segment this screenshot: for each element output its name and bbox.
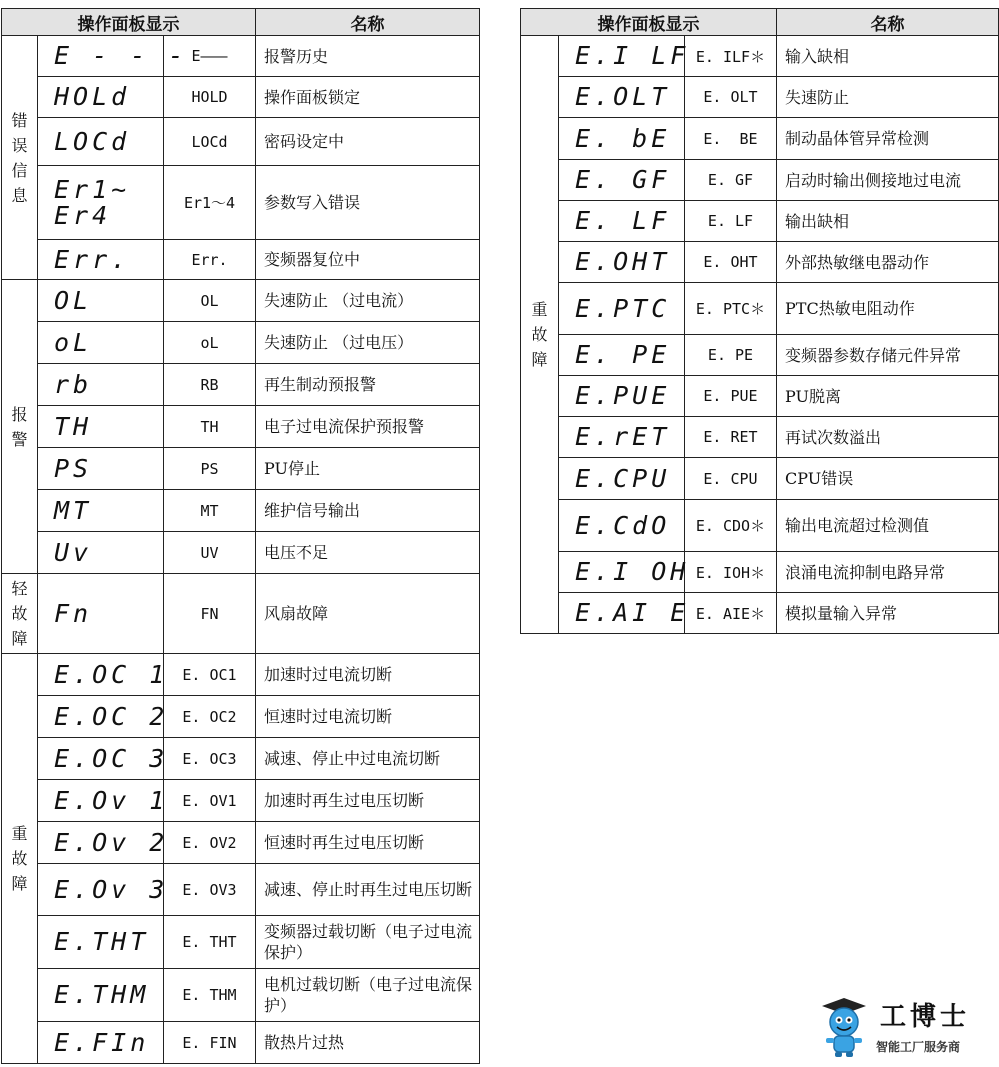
fault-name: 密码设定中 (256, 118, 480, 166)
table-row (2, 364, 480, 406)
group-label-char: 重 (11, 824, 28, 843)
led-display: E.OC 1 (38, 654, 164, 696)
header-display: 操作面板显示 (521, 9, 777, 36)
display-code: UV (164, 532, 256, 574)
led-display: PS (38, 448, 164, 490)
led-display: OL (38, 280, 164, 322)
led-display: E.OC 2 (38, 696, 164, 738)
group-label-char: 信 (11, 160, 28, 180)
group-label-char: 故 (11, 604, 28, 623)
group-label-char: 报 (11, 404, 28, 424)
fault-name: 加速时再生过电压切断 (256, 780, 480, 822)
display-code: E——— (164, 36, 256, 77)
table-row (2, 280, 480, 322)
table-row (2, 969, 480, 1022)
led-display: Uv (38, 532, 164, 574)
display-code: oL (164, 322, 256, 364)
table-row (2, 322, 480, 364)
display-code: E. OHT (685, 242, 777, 283)
group-label (521, 36, 559, 634)
led-display: E.I LF (559, 36, 685, 77)
table-row (521, 160, 999, 201)
display-code: E. PUE (685, 376, 777, 417)
display-code: HOLD (164, 77, 256, 118)
fault-name: 输出电流超过检测值 (777, 500, 999, 552)
display-code: E. LF (685, 201, 777, 242)
led-display: E. PE (559, 335, 685, 376)
fault-name: 变频器复位中 (256, 240, 480, 280)
fault-name: 操作面板锁定 (256, 77, 480, 118)
display-code: OL (164, 280, 256, 322)
fault-name: PU停止 (256, 448, 480, 490)
led-display: Er1~ Er4 (38, 166, 164, 240)
table-row (521, 593, 999, 634)
led-display: E.Ov 2 (38, 822, 164, 864)
display-code: E. AIE＊ (685, 593, 777, 634)
fault-name: 减速、停止中过电流切断 (256, 738, 480, 780)
table-row (2, 36, 480, 77)
led-display: E. GF (559, 160, 685, 201)
group-label-char: 警 (11, 429, 28, 449)
table-row (2, 532, 480, 574)
group-label-char: 障 (11, 629, 28, 648)
led-display: E.THM (38, 969, 164, 1022)
display-code: E. CDO＊ (685, 500, 777, 552)
fault-name: 失速防止 (777, 77, 999, 118)
led-display: E - - - (38, 36, 164, 77)
group-label (2, 654, 38, 1064)
group-label-char: 故 (531, 325, 548, 344)
led-display: rb (38, 364, 164, 406)
led-display: E.Ov 1 (38, 780, 164, 822)
fault-name: 变频器参数存储元件异常 (777, 335, 999, 376)
table-row (521, 118, 999, 160)
display-code: PS (164, 448, 256, 490)
table-row (521, 552, 999, 593)
fault-name: CPU错误 (777, 458, 999, 500)
fault-name: 浪涌电流抑制电路异常 (777, 552, 999, 593)
led-display: HOLd (38, 77, 164, 118)
fault-name: 输入缺相 (777, 36, 999, 77)
fault-name: 启动时输出侧接地过电流 (777, 160, 999, 201)
led-display: E.CdO (559, 500, 685, 552)
display-code: Er1～4 (164, 166, 256, 240)
group-label-char: 重 (531, 300, 548, 319)
table-row (2, 406, 480, 448)
display-code: E. OC1 (164, 654, 256, 696)
display-code: E. FIN (164, 1022, 256, 1064)
display-code: E. THT (164, 916, 256, 969)
header-name: 名称 (777, 9, 999, 36)
table-row (2, 240, 480, 280)
group-label (2, 574, 38, 654)
table-row (2, 118, 480, 166)
display-code: TH (164, 406, 256, 448)
right-header-row (521, 9, 999, 36)
group-label (2, 280, 38, 574)
display-code: E. CPU (685, 458, 777, 500)
table-row (2, 574, 480, 654)
display-code: E. IOH＊ (685, 552, 777, 593)
led-display: E.PUE (559, 376, 685, 417)
left-fault-table (1, 8, 480, 1064)
table-row (2, 166, 480, 240)
display-code: E. THM (164, 969, 256, 1022)
fault-name: 模拟量输入异常 (777, 593, 999, 634)
mascot-icon (818, 996, 870, 1058)
led-display: Err. (38, 240, 164, 280)
display-code: LOCd (164, 118, 256, 166)
header-name: 名称 (256, 9, 480, 36)
display-code: E. OLT (685, 77, 777, 118)
led-display: LOCd (38, 118, 164, 166)
table-row (521, 335, 999, 376)
fault-name: 再生制动预报警 (256, 364, 480, 406)
fault-name: 失速防止 （过电压） (256, 322, 480, 364)
fault-name: 恒速时再生过电压切断 (256, 822, 480, 864)
led-display: E.THT (38, 916, 164, 969)
table-row (2, 738, 480, 780)
table-row (2, 864, 480, 916)
led-display: E.OLT (559, 77, 685, 118)
led-display: E. bE (559, 118, 685, 160)
led-display: E.I OH (559, 552, 685, 593)
fault-name: 电机过载切断（电子过电流保护） (256, 969, 480, 1022)
display-code: RB (164, 364, 256, 406)
group-label-char: 障 (531, 350, 548, 369)
display-code: E. BE (685, 118, 777, 160)
fault-name: 参数写入错误 (256, 166, 480, 240)
fault-name: 恒速时过电流切断 (256, 696, 480, 738)
table-row (2, 696, 480, 738)
table-row (2, 448, 480, 490)
group-label-char: 错 (11, 110, 28, 130)
fault-name: 减速、停止时再生过电压切断 (256, 864, 480, 916)
display-code: E. OC3 (164, 738, 256, 780)
table-row (2, 916, 480, 969)
display-code: E. OV3 (164, 864, 256, 916)
led-display: oL (38, 322, 164, 364)
fault-name: 外部热敏继电器动作 (777, 242, 999, 283)
table-row (2, 490, 480, 532)
table-row (521, 500, 999, 552)
table-row (521, 376, 999, 417)
display-code: E. GF (685, 160, 777, 201)
table-row (2, 822, 480, 864)
group-label-char: 息 (11, 185, 28, 205)
header-display: 操作面板显示 (2, 9, 256, 36)
group-label-char: 误 (11, 135, 28, 155)
group-label-char: 故 (11, 849, 28, 868)
led-display: E.CPU (559, 458, 685, 500)
fault-name: 再试次数溢出 (777, 417, 999, 458)
left-header-row (2, 9, 480, 36)
display-code: FN (164, 574, 256, 654)
fault-name: PU脱离 (777, 376, 999, 417)
table-row (521, 283, 999, 335)
display-code: E. OV1 (164, 780, 256, 822)
display-code: E. OV2 (164, 822, 256, 864)
table-row (2, 77, 480, 118)
display-code: E. OC2 (164, 696, 256, 738)
display-code: MT (164, 490, 256, 532)
table-row (521, 417, 999, 458)
led-display: E.FIn (38, 1022, 164, 1064)
table-row (521, 242, 999, 283)
group-label-char: 轻 (11, 579, 28, 598)
fault-name: 维护信号输出 (256, 490, 480, 532)
fault-name: 散热片过热 (256, 1022, 480, 1064)
table-row (2, 654, 480, 696)
led-display: E.PTC (559, 283, 685, 335)
table-row (521, 77, 999, 118)
led-display: E.OC 3 (38, 738, 164, 780)
fault-name: 电压不足 (256, 532, 480, 574)
fault-name: 制动晶体管异常检测 (777, 118, 999, 160)
table-row (2, 780, 480, 822)
group-label (2, 36, 38, 280)
led-display: E.Ov 3 (38, 864, 164, 916)
display-code: E. RET (685, 417, 777, 458)
led-display: E.AI E (559, 593, 685, 634)
fault-name: 变频器过载切断（电子过电流保护） (256, 916, 480, 969)
led-display: E.OHT (559, 242, 685, 283)
fault-name: 失速防止 （过电流） (256, 280, 480, 322)
fault-name: 风扇故障 (256, 574, 480, 654)
fault-name: 输出缺相 (777, 201, 999, 242)
company-logo (818, 994, 988, 1060)
table-row (521, 201, 999, 242)
led-display: Fn (38, 574, 164, 654)
logo-brand: 工博士 (880, 1002, 971, 1032)
display-code: E. ILF＊ (685, 36, 777, 77)
led-display: TH (38, 406, 164, 448)
display-code: E. PE (685, 335, 777, 376)
display-code: E. PTC＊ (685, 283, 777, 335)
table-row (2, 1022, 480, 1064)
logo-slogan: 智能工厂服务商 (876, 1040, 961, 1054)
fault-name: 加速时过电流切断 (256, 654, 480, 696)
group-label-char: 障 (11, 874, 28, 893)
fault-name: PTC热敏电阻动作 (777, 283, 999, 335)
display-code: Err. (164, 240, 256, 280)
led-display: E. LF (559, 201, 685, 242)
table-row (521, 36, 999, 77)
led-display: E.rET (559, 417, 685, 458)
led-display: MT (38, 490, 164, 532)
fault-name: 报警历史 (256, 36, 480, 77)
right-fault-table (520, 8, 999, 634)
table-row (521, 458, 999, 500)
fault-name: 电子过电流保护预报警 (256, 406, 480, 448)
